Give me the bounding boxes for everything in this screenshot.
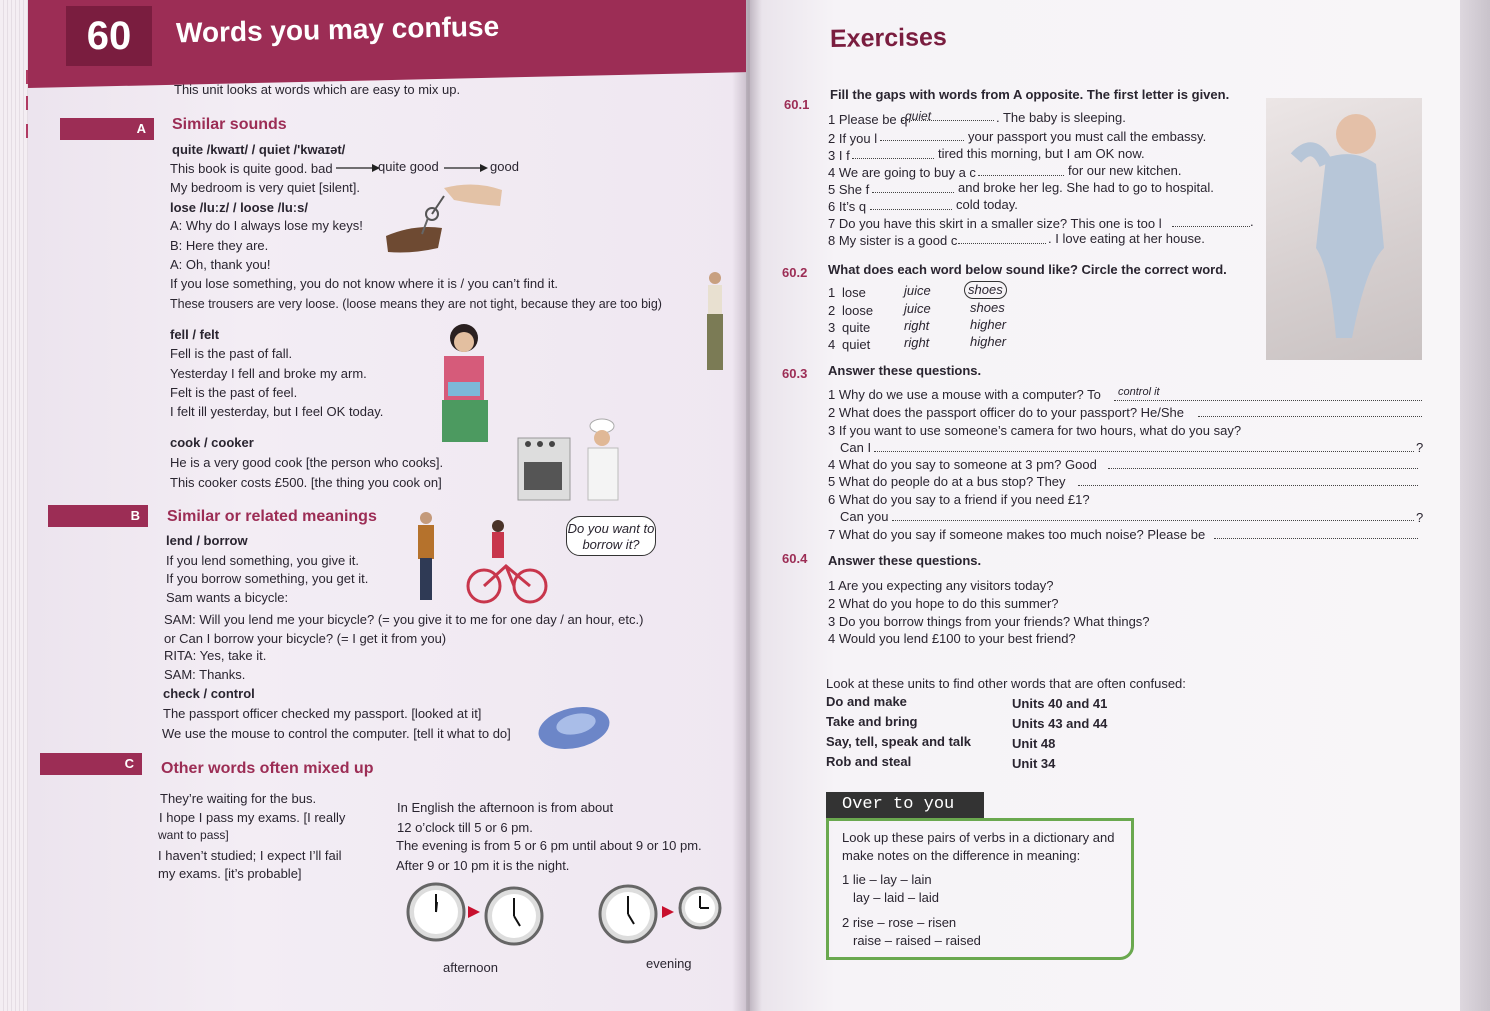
sleeping-baby-photo [1266, 98, 1422, 360]
answer-gap[interactable] [1172, 226, 1250, 227]
answer-line [1114, 400, 1422, 401]
man-trousers-illustration [700, 270, 730, 376]
keys-hands-illustration [384, 178, 508, 258]
exercise-item: 4 We are going to buy a c [828, 165, 976, 180]
answer-line[interactable] [892, 520, 1414, 521]
over-text: make notes on the difference in meaning: [842, 848, 1081, 863]
computer-mouse-illustration [536, 702, 614, 752]
over-text: 2 rise – rose – risen [842, 915, 957, 930]
text-line: They’re waiting for the bus. [160, 791, 317, 806]
exercise-item: 3 I f [828, 148, 850, 163]
exercise-item: 2 What do you hope to do this summer? [828, 596, 1059, 611]
answer-line[interactable] [1214, 538, 1418, 539]
exercise-instruction: Fill the gaps with words from A opposite. The first letter is given. [830, 87, 1230, 102]
exercise-item-tail: for our new kitchen. [1068, 163, 1182, 178]
text-line: SAM: Thanks. [164, 667, 246, 682]
exercise-item: 8 My sister is a good c [828, 233, 958, 248]
section-a-tag: A [60, 118, 154, 140]
text-line: In English the afternoon is from about [397, 800, 614, 815]
option-choice[interactable]: shoes [970, 300, 1005, 315]
look-pair: Rob and steal [826, 754, 912, 769]
exercise-instruction: Answer these questions. [828, 553, 982, 568]
option-number: 1 [828, 285, 836, 300]
option-number: 4 [828, 337, 836, 352]
text-line: I haven’t studied; I expect I’ll fail [158, 848, 342, 863]
exercise-instruction: Answer these questions. [828, 363, 982, 378]
text-line: Felt is the past of feel. [170, 385, 298, 400]
text-line: or Can I borrow your bicycle? (= I get it from you) [164, 631, 447, 646]
over-text: raise – raised – raised [853, 933, 981, 948]
exercise-item: 4 Would you lend £100 to your best friend? [828, 631, 1076, 646]
section-c-tag: C [40, 753, 142, 775]
text-line: He is a very good cook [the person who cooks]. [170, 455, 444, 470]
text-line: We use the mouse to control the computer. [tell it what to do] [162, 726, 511, 741]
text-line: I hope I pass my exams. [I really [159, 810, 346, 825]
section-c-title: Other words often mixed up [161, 760, 374, 777]
text-line: These trousers are very loose. (loose means they are not tight, because they are too big) [170, 297, 662, 311]
exercise-item: 6 It’s q [828, 199, 867, 214]
look-units: Units 40 and 41 [1012, 696, 1108, 711]
over-text: Look up these pairs of verbs in a dictionary and [842, 830, 1115, 845]
option-number: 2 [828, 303, 836, 318]
text-line: B: Here they are. [170, 238, 269, 253]
exercise-item: 2 If you l [828, 131, 878, 146]
answer-gap[interactable] [872, 192, 954, 193]
over-to-you-label: Over to you [826, 792, 984, 818]
clocks-illustration [406, 878, 722, 948]
text-line: Yesterday I fell and broke my arm. [170, 366, 367, 381]
section-a-title: Similar sounds [172, 116, 287, 133]
text-line: RITA: Yes, take it. [164, 648, 267, 663]
text-line: quite /kwaɪt/ / quiet /'kwaɪət/ [172, 142, 346, 157]
look-pair: Say, tell, speak and talk [826, 734, 971, 749]
look-pair: Take and bring [826, 714, 918, 729]
exercise-item-tail: tired this morning, but I am OK now. [938, 146, 1145, 161]
question-mark: ? [1416, 510, 1424, 525]
text-line: cook / cooker [170, 435, 254, 450]
exercise-number: 60.1 [784, 97, 810, 112]
option-number: 3 [828, 320, 836, 335]
text-line: If you lose something, you do not know where it is / you can’t find it. [170, 276, 559, 291]
bicycle-people-illustration [408, 510, 550, 606]
exercise-item-tail: your passport you must call the embassy. [968, 129, 1207, 144]
section-b-title: Similar or related meanings [167, 508, 377, 525]
right-page-edges [1460, 0, 1490, 1011]
look-units: Units 43 and 44 [1012, 716, 1108, 731]
example-answer: control it [1118, 386, 1160, 398]
text-line: A: Oh, thank you! [170, 257, 271, 272]
option-word: loose [842, 303, 874, 318]
text-line: lend / borrow [166, 533, 248, 548]
exercise-number: 60.2 [782, 265, 808, 280]
example-answer: quiet [905, 109, 932, 123]
section-b-tag: B [48, 505, 148, 527]
look-units: Unit 34 [1012, 756, 1056, 771]
option-choice[interactable]: juice [904, 283, 931, 298]
exercise-item: 6 What do you say to a friend if you need £1? [828, 492, 1090, 507]
answer-gap[interactable] [958, 243, 1046, 244]
exercise-item: 2 What does the passport officer do to your passport? He/She [828, 405, 1185, 420]
option-choice-circled[interactable]: shoes [964, 281, 1007, 299]
baby-figure [1266, 98, 1422, 360]
exercise-number: 60.3 [782, 366, 808, 381]
clock-icon [408, 884, 464, 940]
text-line: SAM: Will you lend me your bicycle? (= you give it to me for one day / an hour, etc.) [164, 612, 644, 627]
text-line: If you lend something, you give it. [166, 553, 359, 568]
answer-line[interactable] [1198, 416, 1422, 417]
exercise-item: 3 If you want to use someone’s camera for two hours, what do you say? [828, 423, 1242, 438]
unit-title: Words you may confuse [175, 10, 500, 49]
text-line: want to pass] [158, 828, 229, 842]
exercise-item: 1 Are you expecting any visitors today? [828, 578, 1054, 593]
text-line: The evening is from 5 or 6 pm until about 9 or 10 pm. [396, 838, 702, 853]
over-text: 1 lie – lay – lain [842, 872, 932, 887]
speech-bubble: Do you want to borrow it? [566, 516, 656, 556]
text-line: fell / felt [170, 327, 220, 342]
exercise-instruction: What does each word below sound like? Circle the correct word. [828, 262, 1227, 277]
clock-label: evening [646, 956, 692, 971]
text-line: my exams. [it’s probable] [158, 866, 302, 881]
text-line: Sam wants a bicycle: [166, 590, 289, 605]
text-line: Fell is the past of fall. [170, 346, 293, 361]
exercise-item: 1 Please be q [828, 112, 908, 127]
option-word: quite [842, 320, 871, 335]
clock-icon [680, 888, 720, 928]
text-line: This cooker costs £500. [the thing you cook on] [170, 475, 442, 490]
text-line: The passport officer checked my passport. [looked at it] [163, 706, 482, 721]
exercise-item-tail: . [1250, 214, 1254, 229]
over-text: lay – laid – laid [853, 890, 939, 905]
option-choice[interactable]: right [904, 318, 930, 333]
text-line: After 9 or 10 pm it is the night. [396, 858, 570, 873]
arrow-label: quite good [378, 159, 439, 174]
text-line: lose /luːz/ / loose /luːs/ [170, 200, 308, 215]
option-choice[interactable]: higher [970, 334, 1007, 349]
option-choice[interactable]: higher [970, 317, 1007, 332]
exercise-item: 5 What do people do at a bus stop? They [828, 474, 1066, 489]
clock-label: afternoon [443, 960, 498, 975]
answer-gap[interactable] [870, 209, 952, 210]
arrow-label: good [490, 159, 519, 174]
unit-intro: This unit looks at words which are easy to mix up. [174, 82, 461, 97]
look-pair: Do and make [826, 694, 907, 709]
text-line: check / control [163, 686, 255, 701]
text-line: A: Why do I always lose my keys! [170, 218, 363, 233]
text-line: 12 o’clock till 5 or 6 pm. [397, 820, 533, 835]
exercises-title: Exercises [829, 22, 948, 54]
text-line: My bedroom is very quiet [silent]. [170, 180, 361, 195]
exercise-item: 4 What do you say to someone at 3 pm? Good [828, 457, 1097, 472]
girl-broken-arm-illustration [428, 320, 500, 444]
text-line: If you borrow something, you get it. [166, 571, 369, 586]
answer-line[interactable] [1078, 485, 1418, 486]
option-word: lose [842, 285, 866, 300]
exercise-item: 5 She f [828, 182, 870, 197]
exercise-item: 1 Why do we use a mouse with a computer? To [828, 387, 1101, 402]
look-units: Unit 48 [1012, 736, 1056, 751]
exercise-item-tail: and broke her leg. She had to go to hospital. [958, 180, 1214, 195]
option-word: quiet [842, 337, 871, 352]
clock-icon [600, 886, 656, 942]
option-choice[interactable]: juice [904, 301, 931, 316]
option-choice[interactable]: right [904, 335, 930, 350]
text-line: This book is quite good. bad [170, 161, 333, 176]
exercise-item-tail: cold today. [956, 197, 1018, 212]
answer-line[interactable] [1108, 468, 1418, 469]
exercise-item-tail: . The baby is sleeping. [996, 110, 1126, 125]
unit-number: 60 [66, 6, 152, 66]
answer-gap[interactable] [852, 158, 934, 159]
exercise-item: 3 Do you borrow things from your friends? What things? [828, 614, 1150, 629]
clock-icon [486, 888, 542, 944]
answer-gap [902, 120, 994, 121]
answer-gap[interactable] [880, 140, 964, 141]
text-line: I felt ill yesterday, but I feel OK today. [170, 404, 384, 419]
exercise-number: 60.4 [782, 551, 808, 566]
cook-and-cooker-illustration [516, 418, 626, 502]
exercise-item: 7 What do you say if someone makes too much noise? Please be [828, 527, 1206, 542]
exercise-item-tail: . I love eating at her house. [1048, 231, 1205, 246]
look-intro: Look at these units to find other words that are often confused: [826, 676, 1186, 691]
question-mark: ? [1416, 440, 1424, 455]
exercise-item: Can you [840, 509, 889, 524]
exercise-item: 7 Do you have this skirt in a smaller size? This one is too l [828, 216, 1162, 231]
exercise-item: Can I [840, 440, 872, 455]
book-gutter [732, 0, 762, 1011]
answer-line[interactable] [874, 451, 1414, 452]
answer-gap[interactable] [978, 175, 1064, 176]
